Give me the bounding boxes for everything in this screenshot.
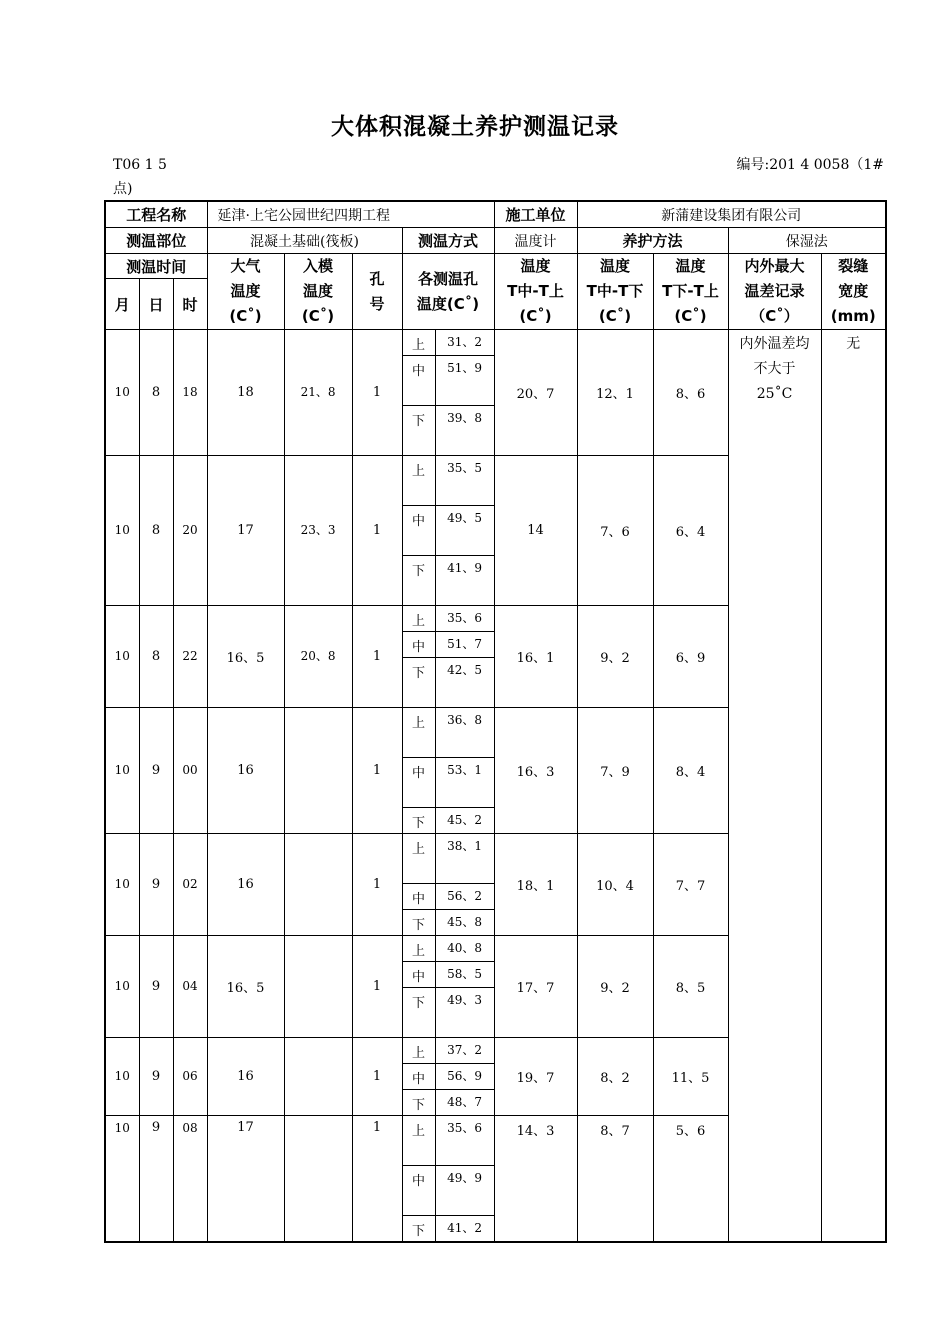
hole-temp-bot-cell: 41、9 — [435, 556, 494, 606]
crack-width-header: 裂缝 宽度 (mm) — [821, 254, 886, 330]
diff-bot-top-cell: 7、7 — [653, 834, 728, 936]
diff-mid-bot-cell: 9、2 — [577, 936, 653, 1038]
temperature-record-table — [104, 200, 887, 1243]
max-diff-header: 内外最大 温差记录 （C˚） — [728, 254, 821, 330]
diff-mid-top-cell: 14、3 — [494, 1116, 577, 1243]
month-cell: 10 — [105, 330, 139, 456]
air-temp-cell: 18 — [207, 330, 284, 456]
diff-mid-top-cell: 16、1 — [494, 606, 577, 708]
hole-cell: 1 — [352, 1038, 402, 1116]
hole-temp-mid-cell: 58、5 — [435, 962, 494, 988]
hole-temp-mid-cell: 53、1 — [435, 758, 494, 808]
day-cell: 8 — [139, 456, 173, 606]
hole-cell: 1 — [352, 330, 402, 456]
air-temp-cell: 16 — [207, 1038, 284, 1116]
hole-temp-top-cell: 35、6 — [435, 1116, 494, 1166]
cure-value: 保湿法 — [728, 228, 886, 254]
diff-mid-top-cell: 17、7 — [494, 936, 577, 1038]
hour-cell: 08 — [173, 1116, 207, 1243]
diff-mid-bot-cell: 12、1 — [577, 330, 653, 456]
hole-temp-mid-cell: 49、5 — [435, 506, 494, 556]
position-top-label: 上 — [402, 456, 435, 506]
air-temp-cell: 16、5 — [207, 606, 284, 708]
diff-mid-bot-cell: 7、6 — [577, 456, 653, 606]
position-top-label: 上 — [402, 606, 435, 632]
hour-cell: 04 — [173, 936, 207, 1038]
diff-mid-bot-cell: 7、9 — [577, 708, 653, 834]
diff-mid-top-cell: 19、7 — [494, 1038, 577, 1116]
serial-left: T06 1 5 点) — [113, 157, 167, 197]
crack-width-value: 无 — [821, 330, 886, 1243]
position-mid-label: 中 — [402, 962, 435, 988]
diff-mid-top-cell: 20、7 — [494, 330, 577, 456]
position-mid-label: 中 — [402, 1064, 435, 1090]
mold-temp-cell: 21、8 — [284, 330, 352, 456]
mold-temp-cell: 23、3 — [284, 456, 352, 606]
air-temp-cell: 16 — [207, 834, 284, 936]
hole-header: 孔 号 — [352, 254, 402, 330]
hole-cell: 1 — [352, 456, 402, 606]
hole-temp-top-cell: 35、6 — [435, 606, 494, 632]
day-cell: 9 — [139, 708, 173, 834]
air-temp-cell: 16 — [207, 708, 284, 834]
position-top-label: 上 — [402, 1038, 435, 1064]
hole-temp-mid-cell: 49、9 — [435, 1166, 494, 1216]
hour-cell: 18 — [173, 330, 207, 456]
position-top-label: 上 — [402, 330, 435, 356]
diff-bot-top-cell: 6、9 — [653, 606, 728, 708]
hole-temp-bot-cell: 42、5 — [435, 658, 494, 708]
position-mid-label: 中 — [402, 884, 435, 910]
hour-cell: 00 — [173, 708, 207, 834]
hole-temp-header: 各测温孔 温度(C˚) — [402, 254, 494, 330]
position-bot-label: 下 — [402, 988, 435, 1038]
air-temp-cell: 17 — [207, 456, 284, 606]
hole-cell: 1 — [352, 834, 402, 936]
diff-mid-bot-header: 温度 T中-T下 (C˚) — [577, 254, 653, 330]
position-top-label: 上 — [402, 936, 435, 962]
month-cell: 10 — [105, 936, 139, 1038]
position-top-label: 上 — [402, 834, 435, 884]
air-temp-header: 大气 温度 (C˚) — [207, 254, 284, 330]
hole-temp-top-cell: 38、1 — [435, 834, 494, 884]
mold-temp-cell — [284, 1038, 352, 1116]
day-cell: 9 — [139, 936, 173, 1038]
air-temp-cell: 16、5 — [207, 936, 284, 1038]
month-header: 月 — [105, 279, 139, 330]
mold-temp-cell — [284, 834, 352, 936]
diff-mid-bot-cell: 9、2 — [577, 606, 653, 708]
month-cell: 10 — [105, 708, 139, 834]
position-bot-label: 下 — [402, 808, 435, 834]
diff-mid-bot-cell: 10、4 — [577, 834, 653, 936]
hole-temp-top-cell: 37、2 — [435, 1038, 494, 1064]
diff-mid-bot-cell: 8、7 — [577, 1116, 653, 1243]
mold-temp-cell — [284, 1116, 352, 1243]
month-cell: 10 — [105, 606, 139, 708]
month-cell: 10 — [105, 834, 139, 936]
diff-bot-top-cell: 6、4 — [653, 456, 728, 606]
diff-bot-top-cell: 8、6 — [653, 330, 728, 456]
hole-temp-bot-cell: 39、8 — [435, 406, 494, 456]
diff-bot-top-cell: 5、6 — [653, 1116, 728, 1243]
cure-label: 养护方法 — [577, 228, 728, 254]
hole-temp-bot-cell: 48、7 — [435, 1090, 494, 1116]
day-cell: 8 — [139, 606, 173, 708]
diff-bot-top-cell: 11、5 — [653, 1038, 728, 1116]
mold-temp-cell — [284, 708, 352, 834]
diff-mid-top-cell: 16、3 — [494, 708, 577, 834]
diff-bot-top-cell: 8、5 — [653, 936, 728, 1038]
diff-mid-top-cell: 18、1 — [494, 834, 577, 936]
month-cell: 10 — [105, 1116, 139, 1243]
hole-temp-top-cell: 36、8 — [435, 708, 494, 758]
diff-mid-bot-cell: 8、2 — [577, 1038, 653, 1116]
position-bot-label: 下 — [402, 1090, 435, 1116]
hole-temp-mid-cell: 51、7 — [435, 632, 494, 658]
mold-temp-cell: 20、8 — [284, 606, 352, 708]
part-value: 混凝土基础(筏板) — [207, 228, 402, 254]
record-number: 编号:201 4 0058（1# — [736, 157, 884, 173]
hole-temp-bot-cell: 45、2 — [435, 808, 494, 834]
part-label: 测温部位 — [105, 228, 207, 254]
hole-temp-mid-cell: 51、9 — [435, 356, 494, 406]
hole-cell: 1 — [352, 1116, 402, 1243]
position-bot-label: 下 — [402, 406, 435, 456]
hole-temp-top-cell: 35、5 — [435, 456, 494, 506]
day-cell: 9 — [139, 1038, 173, 1116]
day-cell: 9 — [139, 1116, 173, 1243]
day-cell: 9 — [139, 834, 173, 936]
diff-bot-top-header: 温度 T下-T上 (C˚) — [653, 254, 728, 330]
position-mid-label: 中 — [402, 758, 435, 808]
hole-cell: 1 — [352, 708, 402, 834]
hole-temp-top-cell: 40、8 — [435, 936, 494, 962]
hour-cell: 22 — [173, 606, 207, 708]
mold-temp-cell — [284, 936, 352, 1038]
hole-temp-mid-cell: 56、9 — [435, 1064, 494, 1090]
mold-temp-header: 入模 温度 (C˚) — [284, 254, 352, 330]
diff-mid-top-header: 温度 T中-T上 (C˚) — [494, 254, 577, 330]
method-label: 测温方式 — [402, 228, 494, 254]
month-cell: 10 — [105, 1038, 139, 1116]
diff-mid-top-cell: 14 — [494, 456, 577, 606]
position-mid-label: 中 — [402, 356, 435, 406]
page-title: 大体积混凝土养护测温记录 — [331, 114, 619, 140]
hole-temp-top-cell: 31、2 — [435, 330, 494, 356]
hole-temp-bot-cell: 41、2 — [435, 1216, 494, 1243]
diff-bot-top-cell: 8、4 — [653, 708, 728, 834]
position-mid-label: 中 — [402, 632, 435, 658]
project-value: 延津·上宅公园世纪四期工程 — [207, 201, 494, 228]
position-mid-label: 中 — [402, 506, 435, 556]
hole-temp-bot-cell: 45、8 — [435, 910, 494, 936]
position-bot-label: 下 — [402, 556, 435, 606]
method-value: 温度计 — [494, 228, 577, 254]
hour-cell: 02 — [173, 834, 207, 936]
position-top-label: 上 — [402, 708, 435, 758]
month-cell: 10 — [105, 456, 139, 606]
hole-temp-mid-cell: 56、2 — [435, 884, 494, 910]
day-header: 日 — [139, 279, 173, 330]
hour-cell: 06 — [173, 1038, 207, 1116]
table-row — [105, 330, 886, 356]
hole-temp-bot-cell: 49、3 — [435, 988, 494, 1038]
air-temp-cell: 17 — [207, 1116, 284, 1243]
builder-label: 施工单位 — [494, 201, 577, 228]
builder-value: 新蒲建设集团有限公司 — [577, 201, 886, 228]
position-top-label: 上 — [402, 1116, 435, 1166]
position-mid-label: 中 — [402, 1166, 435, 1216]
hole-cell: 1 — [352, 606, 402, 708]
day-cell: 8 — [139, 330, 173, 456]
position-bot-label: 下 — [402, 1216, 435, 1243]
hole-cell: 1 — [352, 936, 402, 1038]
time-header: 测温时间 — [105, 254, 207, 279]
max-diff-remark: 内外温差均不大于25˚C — [728, 330, 821, 1243]
hour-cell: 20 — [173, 456, 207, 606]
position-bot-label: 下 — [402, 910, 435, 936]
hour-header: 时 — [173, 279, 207, 330]
project-label: 工程名称 — [105, 201, 207, 228]
position-bot-label: 下 — [402, 658, 435, 708]
